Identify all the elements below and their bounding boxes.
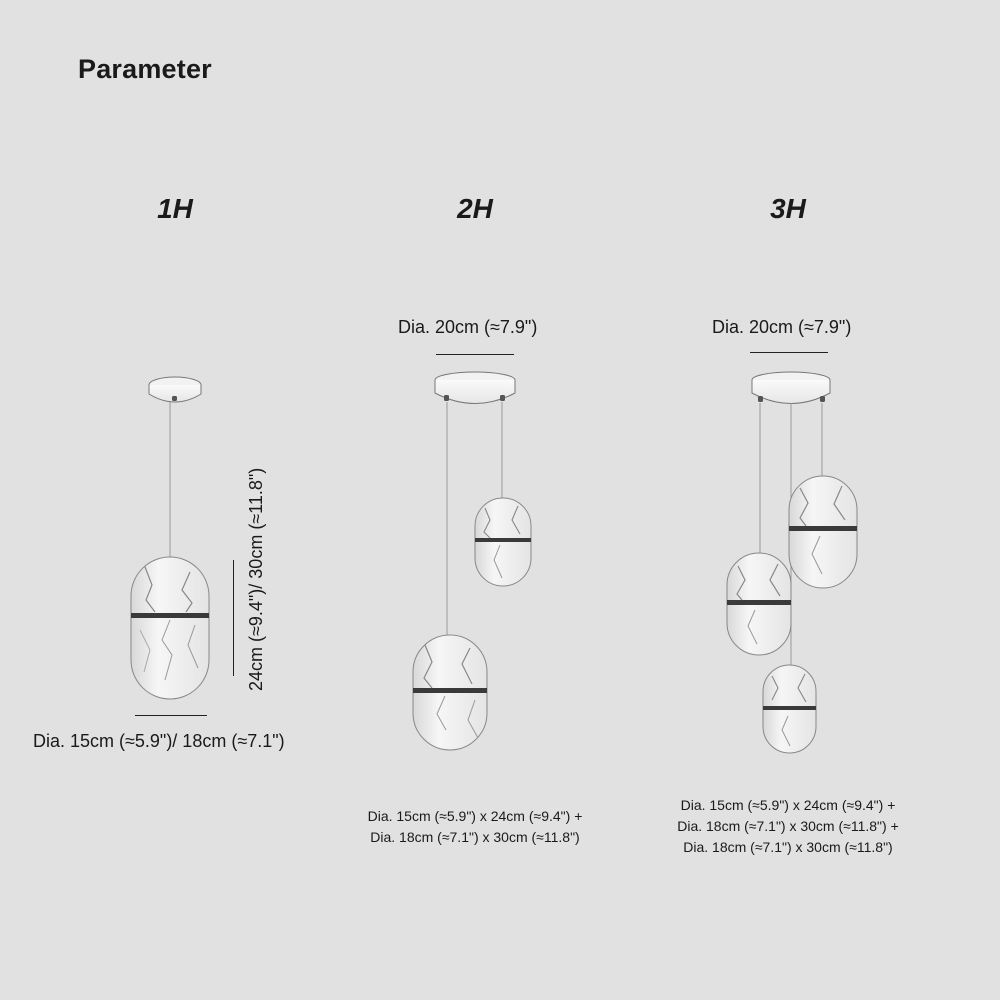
page-title: Parameter <box>78 54 212 84</box>
spec-line: Dia. 15cm (≈5.9") x 24cm (≈9.4") + <box>680 797 896 813</box>
spec-line: Dia. 18cm (≈7.1") x 30cm (≈11.8") + <box>677 818 899 834</box>
cord-clip-icon <box>172 396 177 401</box>
cord-clip-icon <box>444 395 449 401</box>
canopy-label-2h: Dia. 20cm (≈7.9") <box>398 317 538 337</box>
cord-clip-icon <box>820 396 825 402</box>
marble-shade-upper-right <box>789 476 857 588</box>
spec-3h <box>648 795 928 858</box>
marble-shade-middle-left <box>727 553 791 655</box>
lamp-1h <box>131 377 209 699</box>
spec-line: Dia. 18cm (≈7.1") x 30cm (≈11.8") <box>683 839 893 855</box>
diameter-dimension-line <box>135 715 207 716</box>
marble-shade-large <box>131 557 209 699</box>
spec-line: Dia. 18cm (≈7.1") x 30cm (≈11.8") <box>370 829 580 845</box>
lamp-2h <box>413 372 531 750</box>
variant-label-1h: 1H <box>157 193 193 224</box>
canopy-dimension-line <box>750 352 828 353</box>
spec-line: Dia. 15cm (≈5.9") x 24cm (≈9.4") + <box>367 808 583 824</box>
cord-clip-icon <box>500 395 505 401</box>
height-label-1h: 24cm (≈9.4")/ 30cm (≈11.8") <box>246 467 266 691</box>
height-dimension-line <box>233 560 234 676</box>
diameter-label-1h: Dia. 15cm (≈5.9")/ 18cm (≈7.1") <box>33 731 285 751</box>
canopy-dimension-line <box>436 354 514 355</box>
cord-clip-icon <box>758 396 763 402</box>
lamp-3h <box>727 372 857 753</box>
marble-shade-large <box>413 635 487 750</box>
spec-2h <box>340 806 610 848</box>
variant-label-2h: 2H <box>457 193 493 224</box>
marble-shade-small <box>475 498 531 586</box>
canopy-label-3h: Dia. 20cm (≈7.9") <box>712 317 852 337</box>
marble-shade-bottom <box>763 665 816 753</box>
variant-label-3h: 3H <box>770 193 806 224</box>
